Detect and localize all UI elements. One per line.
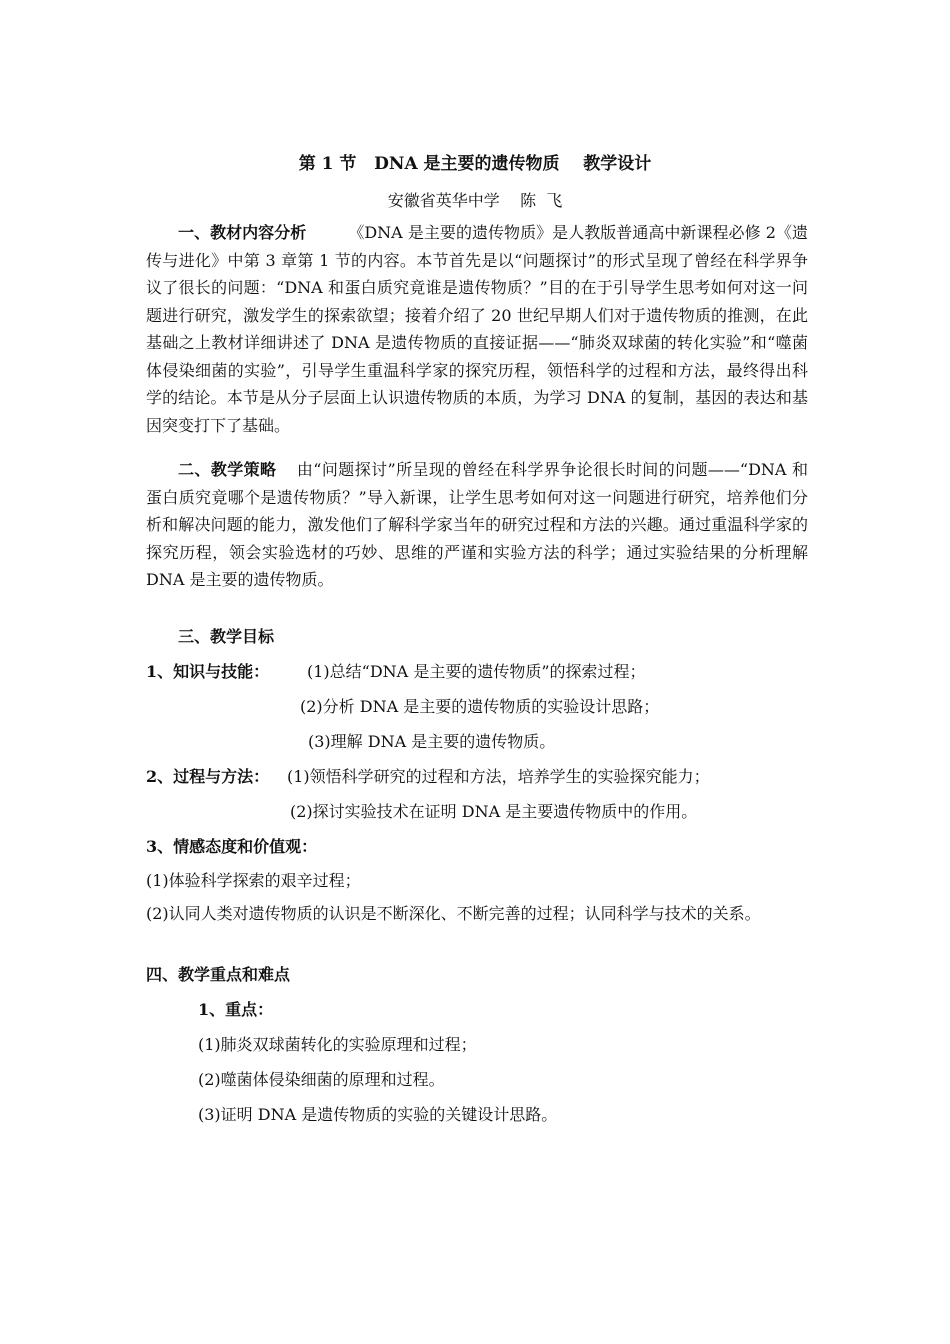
section-body: 由“问题探讨”所呈现的曾经在科学界争论很长时间的问题——“DNA 和蛋白质究竟哪个是遗传物质？”导入新课，让学生思考如何对这一问题进行研究，培养他们分析和解决问题的能力，激发他们了解科学家当年的研究过程和方法的兴趣。通过重温科学家的探究历程，领会实验选材的巧妙、思维的严谨和实验方法的科学；通过实验结果的分析理解 DNA 是主要的遗传物质。 xyxy=(146,460,808,589)
key-item: (1)肺炎双球菌转化的实验原理和过程； xyxy=(198,1035,477,1054)
section-heading: 二、教学策略 xyxy=(178,460,277,479)
knowledge-label: 1、知识与技能： xyxy=(146,662,270,681)
author-line: 安徽省英华中学 陈 飞 xyxy=(387,191,563,210)
section-teaching-strategy xyxy=(146,456,808,594)
section-heading-key-points: 四、教学重点和难点 xyxy=(146,965,291,984)
knowledge-item: (2)分析 DNA 是主要的遗传物质的实验设计思路； xyxy=(300,697,660,716)
process-label: 2、过程与方法： xyxy=(146,767,270,786)
knowledge-item: (3)理解 DNA 是主要的遗传物质。 xyxy=(308,732,556,751)
section-heading: 一、教材内容分析 xyxy=(178,223,307,242)
section-heading-goals: 三、教学目标 xyxy=(178,627,275,646)
key-item: (2)噬菌体侵染细菌的原理和过程。 xyxy=(198,1070,445,1089)
section-body: 《DNA 是主要的遗传物质》是人教版普通高中新课程必修 2《遗传与进化》中第 3 章第 1 节的内容。本节首先是以“问题探讨”的形式呈现了曾经在科学界争议了很长的问题：“DNA 和蛋白质究竟谁是遗传物质？”目的在于引导学生思考如何对这一问题进行研究，激发学生的探索欲望；接着介绍了 20 世纪早期人们对于遗传物质的推测，在此基础之上教材详细讲述了 DNA 是遗传物质的直接证据——“肺炎双球菌的转化实验”和“噬菌体侵染细菌的实验”，引导学生重温科学家的探究历程，领悟科学的过程和方法，最终得出科学的结论。本节是从分子层面上认识遗传物质的本质，为学习 DNA 的复制，基因的表达和基因突变打下了基础。 xyxy=(146,223,808,435)
emotion-label: 3、情感态度和价值观： xyxy=(146,837,318,856)
process-item: (1)领悟科学研究的过程和方法，培养学生的实验探究能力； xyxy=(287,767,710,786)
knowledge-item: (1)总结“DNA 是主要的遗传物质”的探索过程； xyxy=(307,662,646,681)
document-title: 第 1 节 DNA 是主要的遗传物质 教学设计 xyxy=(298,154,652,174)
key-item: (3)证明 DNA 是遗传物质的实验的关键设计思路。 xyxy=(198,1105,558,1124)
key-label: 1、重点： xyxy=(198,1000,274,1019)
emotion-item: (1)体验科学探索的艰辛过程； xyxy=(146,871,361,890)
section-content-analysis xyxy=(146,219,808,439)
emotion-item: (2)认同人类对遗传物质的认识是不断深化、不断完善的过程；认同科学与技术的关系。 xyxy=(146,904,761,923)
process-item: (2)探讨实验技术在证明 DNA 是主要遗传物质中的作用。 xyxy=(290,802,698,821)
